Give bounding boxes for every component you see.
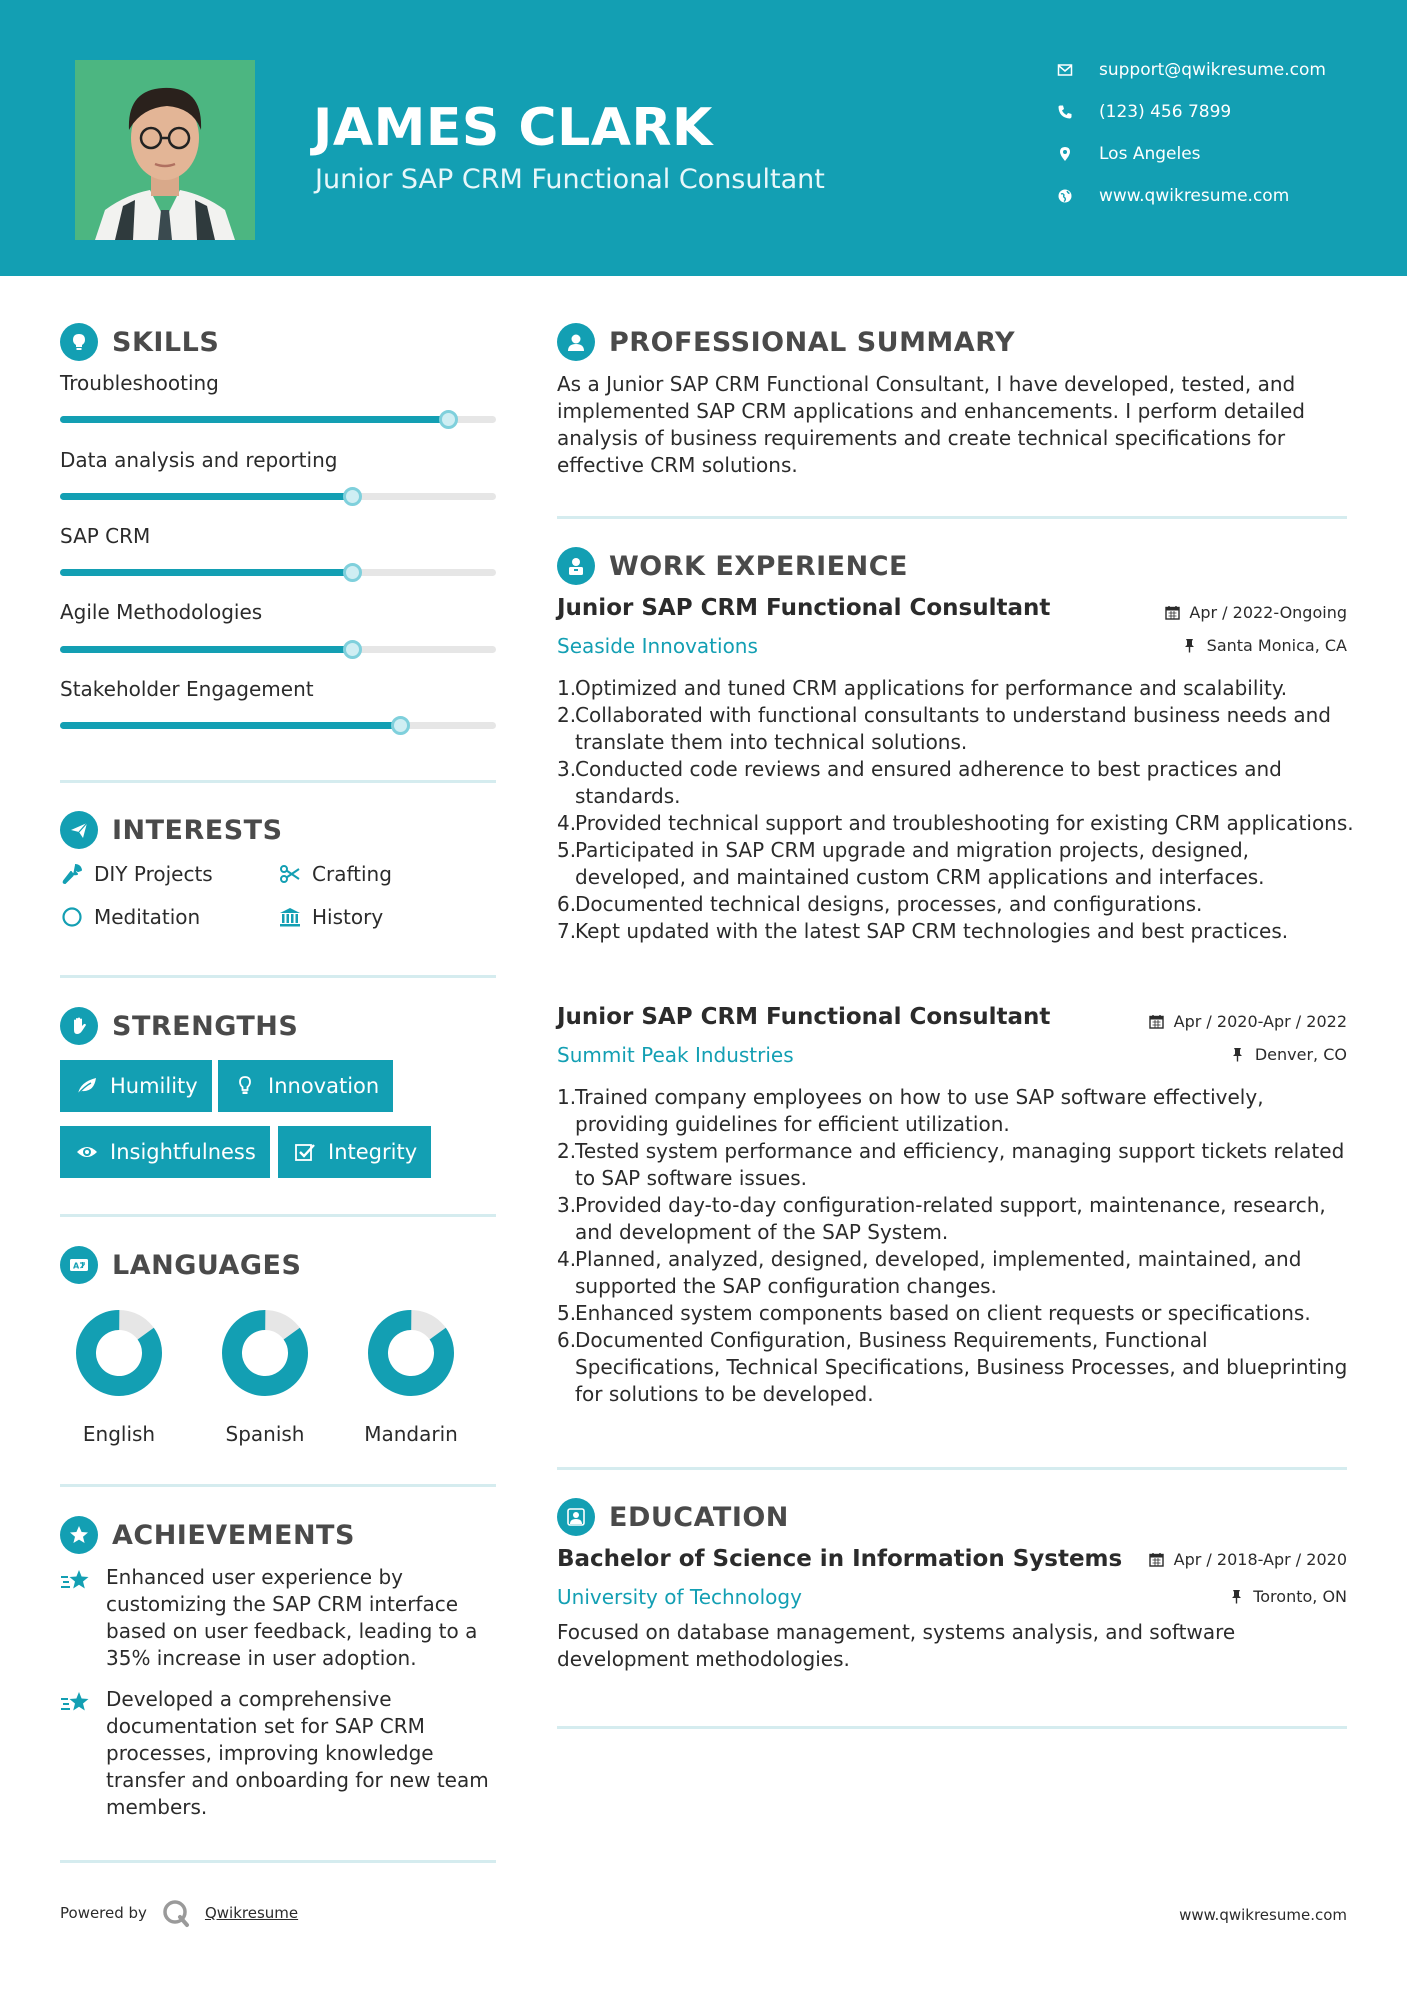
- contact-email[interactable]: [1055, 55, 1395, 85]
- envelope-icon: [1055, 60, 1075, 80]
- section-divider: [60, 780, 496, 783]
- pin-icon: [1227, 1588, 1245, 1606]
- skill-bar-fill: [60, 493, 352, 500]
- strength-label: Insightfulness: [110, 1140, 256, 1164]
- interest-item: [60, 860, 213, 888]
- paper-plane-badge-icon: [60, 811, 98, 849]
- job-bullet: 4. Provided technical support and troubleshooting for existing CRM applications.: [557, 811, 1354, 835]
- star-icon: [60, 1686, 94, 1821]
- job-date: [1163, 603, 1347, 622]
- wrench-icon: [60, 862, 84, 886]
- pin-icon: [1181, 637, 1199, 655]
- language-donut-fill: [366, 1308, 456, 1398]
- calendar-icon: [1148, 1013, 1166, 1031]
- experience-heading: [557, 546, 908, 586]
- language-donut-fill: [74, 1308, 164, 1398]
- job-bullet: 2. Collaborated with functional consultants to understand business needs and translate them into technical solutions.: [557, 703, 1331, 754]
- skill-bar-fill: [60, 569, 352, 576]
- job-bullets: [557, 675, 1357, 945]
- language-donut: [220, 1308, 310, 1398]
- job-location-text: Santa Monica, CA: [1206, 636, 1347, 655]
- contact-phone-text: (123) 456 7899: [1099, 102, 1232, 122]
- language-item: [351, 1308, 471, 1446]
- achievements-heading: [60, 1515, 355, 1555]
- language-donut: [74, 1308, 164, 1398]
- qwikresume-link[interactable]: Qwikresume: [204, 1904, 299, 1922]
- resume-header: [0, 0, 1407, 276]
- section-divider: [557, 1467, 1347, 1470]
- skill-bar-knob: [439, 410, 458, 429]
- strengths-heading: [60, 1006, 298, 1046]
- section-divider: [60, 1214, 496, 1217]
- job-bullet: 5. Participated in SAP CRM upgrade and migration projects, designed, developed, and maintained custom CRM applications and interfaces.: [557, 838, 1265, 889]
- job-bullets: [557, 1084, 1357, 1408]
- education-location: [1227, 1587, 1347, 1606]
- achievement-text: Developed a comprehensive documentation set for SAP CRM processes, improving knowledge transfer and onboarding for new team members.: [106, 1687, 489, 1819]
- language-label: English: [82, 1422, 156, 1446]
- powered-by-text: Powered by: [60, 1904, 147, 1922]
- job-location: [1181, 636, 1347, 655]
- globe-icon: [1055, 186, 1075, 206]
- job-bullet: 1. Trained company employees on how to use SAP software effectively, providing guidelines for efficient utilization.: [557, 1085, 1264, 1136]
- interest-label: Crafting: [312, 862, 392, 886]
- education-school: University of Technology: [557, 1585, 802, 1609]
- education-date: [1148, 1550, 1347, 1569]
- job-bullet: 1. Optimized and tuned CRM applications for performance and scalability.: [557, 676, 1288, 700]
- interests-title: INTERESTS: [112, 814, 283, 846]
- education-date-text: Apr / 2018-Apr / 2020: [1173, 1550, 1347, 1569]
- education-text: Focused on database management, systems analysis, and software development methodologies.: [557, 1620, 1236, 1671]
- footer-website[interactable]: www.qwikresume.com: [1179, 1906, 1347, 1924]
- contact-website-text: www.qwikresume.com: [1099, 186, 1290, 206]
- skill-bar-fill: [60, 416, 448, 423]
- strength-chip: [60, 1060, 212, 1112]
- achievements-title: ACHIEVEMENTS: [112, 1519, 355, 1551]
- job-bullet: 6. Documented Configuration, Business Requirements, Functional Specifications, Technical Specifications, Business Processes, and blueprinting for solutions to be developed.: [557, 1328, 1348, 1406]
- section-divider: [557, 1726, 1347, 1729]
- job-bullet: 2. Tested system performance and efficiency, managing support tickets related to SAP software issues.: [557, 1139, 1345, 1190]
- achievement-item: [60, 1686, 500, 1821]
- strength-chip: [278, 1126, 431, 1178]
- achievement-text: Enhanced user experience by customizing the SAP CRM interface based on user feedback, leading to a 35% increase in user adoption.: [106, 1565, 478, 1670]
- skill-bar-knob: [391, 716, 410, 735]
- pin-icon: [1229, 1046, 1247, 1064]
- eye-icon: [74, 1141, 100, 1163]
- skill-label: SAP CRM: [60, 524, 151, 548]
- candidate-role: Junior SAP CRM Functional Consultant: [315, 164, 825, 195]
- graduate-badge-icon: [557, 1498, 595, 1536]
- profile-photo: [75, 60, 255, 240]
- interest-label: Meditation: [94, 905, 201, 929]
- skill-bar-fill: [60, 722, 400, 729]
- strength-label: Innovation: [268, 1074, 380, 1098]
- skill-bar-knob: [343, 563, 362, 582]
- languages-title: LANGUAGES: [112, 1249, 302, 1281]
- circle-icon: [60, 905, 84, 929]
- briefcase-badge-icon: [557, 547, 595, 585]
- contact-phone[interactable]: [1055, 97, 1395, 127]
- check-square-icon: [292, 1141, 318, 1163]
- contact-location: [1055, 139, 1395, 169]
- candidate-name: JAMES CLARK: [313, 98, 713, 158]
- skill-label: Data analysis and reporting: [60, 448, 338, 472]
- skill-bar: [60, 493, 496, 500]
- strength-label: Humility: [110, 1074, 198, 1098]
- language-label: Spanish: [225, 1422, 305, 1446]
- skill-label: Troubleshooting: [60, 371, 219, 395]
- job-bullet: 5. Enhanced system components based on client requests or specifications.: [557, 1301, 1311, 1325]
- skills-title: SKILLS: [112, 326, 220, 358]
- job-company: Summit Peak Industries: [557, 1043, 794, 1067]
- phone-icon: [1055, 102, 1075, 122]
- skills-heading: [60, 322, 219, 362]
- strength-chip: [218, 1060, 393, 1112]
- skill-bar: [60, 646, 496, 653]
- section-divider: [60, 1484, 496, 1487]
- job-bullet: 3. Provided day-to-day configuration-related support, maintenance, research, and development of the SAP System.: [557, 1193, 1326, 1244]
- language-badge-icon: [60, 1246, 98, 1284]
- skill-bar-knob: [343, 640, 362, 659]
- bank-icon: [278, 905, 302, 929]
- contact-website[interactable]: [1055, 181, 1395, 211]
- job-location: [1229, 1045, 1347, 1064]
- language-item: [205, 1308, 325, 1446]
- job-date-text: Apr / 2022-Ongoing: [1189, 603, 1347, 622]
- job-title: Junior SAP CRM Functional Consultant: [557, 595, 1051, 621]
- skill-bar-knob: [343, 487, 362, 506]
- skill-bar: [60, 569, 496, 576]
- section-divider: [557, 516, 1347, 519]
- job-bullet: 3. Conducted code reviews and ensured adherence to best practices and standards.: [557, 757, 1282, 808]
- education-location-text: Toronto, ON: [1253, 1587, 1347, 1606]
- lightbulb-badge-icon: [60, 323, 98, 361]
- section-divider: [60, 975, 496, 978]
- interest-item: [278, 903, 383, 931]
- star-icon: [60, 1564, 94, 1672]
- languages-heading: [60, 1245, 301, 1285]
- interest-label: DIY Projects: [94, 862, 213, 886]
- job-company: Seaside Innovations: [557, 634, 758, 658]
- footer-powered-by: [60, 1898, 298, 1928]
- job-bullet: 6. Documented technical designs, processes, and configurations.: [557, 892, 1203, 916]
- job-date: [1148, 1012, 1347, 1031]
- svg-text:A: A: [73, 1261, 80, 1271]
- skill-bar-fill: [60, 646, 352, 653]
- skill-bar: [60, 722, 496, 729]
- contact-location-text: Los Angeles: [1099, 144, 1201, 164]
- strength-chip: [60, 1126, 270, 1178]
- summary-title: PROFESSIONAL SUMMARY: [609, 326, 1016, 358]
- leaf-icon: [74, 1075, 100, 1097]
- contact-email-text: support@qwikresume.com: [1099, 60, 1326, 80]
- interests-heading: [60, 810, 283, 850]
- education-heading: [557, 1497, 789, 1537]
- education-title: EDUCATION: [609, 1501, 789, 1533]
- interest-item: [278, 860, 392, 888]
- hand-badge-icon: [60, 1007, 98, 1045]
- interest-label: History: [312, 905, 384, 929]
- job-date-text: Apr / 2020-Apr / 2022: [1173, 1012, 1347, 1031]
- job-location-text: Denver, CO: [1254, 1045, 1347, 1064]
- summary-heading: [557, 322, 1015, 362]
- strength-label: Integrity: [328, 1140, 418, 1164]
- calendar-icon: [1148, 1551, 1166, 1569]
- language-donut: [366, 1308, 456, 1398]
- achievement-item: [60, 1564, 500, 1672]
- calendar-icon: [1163, 604, 1181, 622]
- lightbulb-icon: [232, 1075, 258, 1097]
- skill-label: Agile Methodologies: [60, 600, 263, 624]
- user-badge-icon: [557, 323, 595, 361]
- section-divider: [60, 1860, 496, 1863]
- qwikresume-logo-icon: [161, 1898, 191, 1928]
- language-item: [59, 1308, 179, 1446]
- education-degree: Bachelor of Science in Information Systems: [557, 1546, 1123, 1572]
- interest-item: [60, 903, 200, 931]
- job-title: Junior SAP CRM Functional Consultant: [557, 1004, 1051, 1030]
- star-badge-icon: [60, 1516, 98, 1554]
- language-donut-fill: [220, 1308, 310, 1398]
- skill-label: Stakeholder Engagement: [60, 677, 314, 701]
- map-pin-icon: [1055, 144, 1075, 164]
- skill-bar: [60, 416, 496, 423]
- job-bullet: 7. Kept updated with the latest SAP CRM technologies and best practices.: [557, 919, 1289, 943]
- scissors-icon: [278, 862, 302, 886]
- strengths-title: STRENGTHS: [112, 1010, 299, 1042]
- job-bullet: 4. Planned, analyzed, designed, developed, implemented, maintained, and supported the SAP configuration changes.: [557, 1247, 1302, 1298]
- summary-text: As a Junior SAP CRM Functional Consultant, I have developed, tested, and implemented SAP CRM applications and enhancements. I perform detailed analysis of business requirements and create technical specifications for effective CRM solutions.: [557, 372, 1305, 477]
- experience-title: WORK EXPERIENCE: [609, 550, 908, 582]
- language-label: Mandarin: [364, 1422, 458, 1446]
